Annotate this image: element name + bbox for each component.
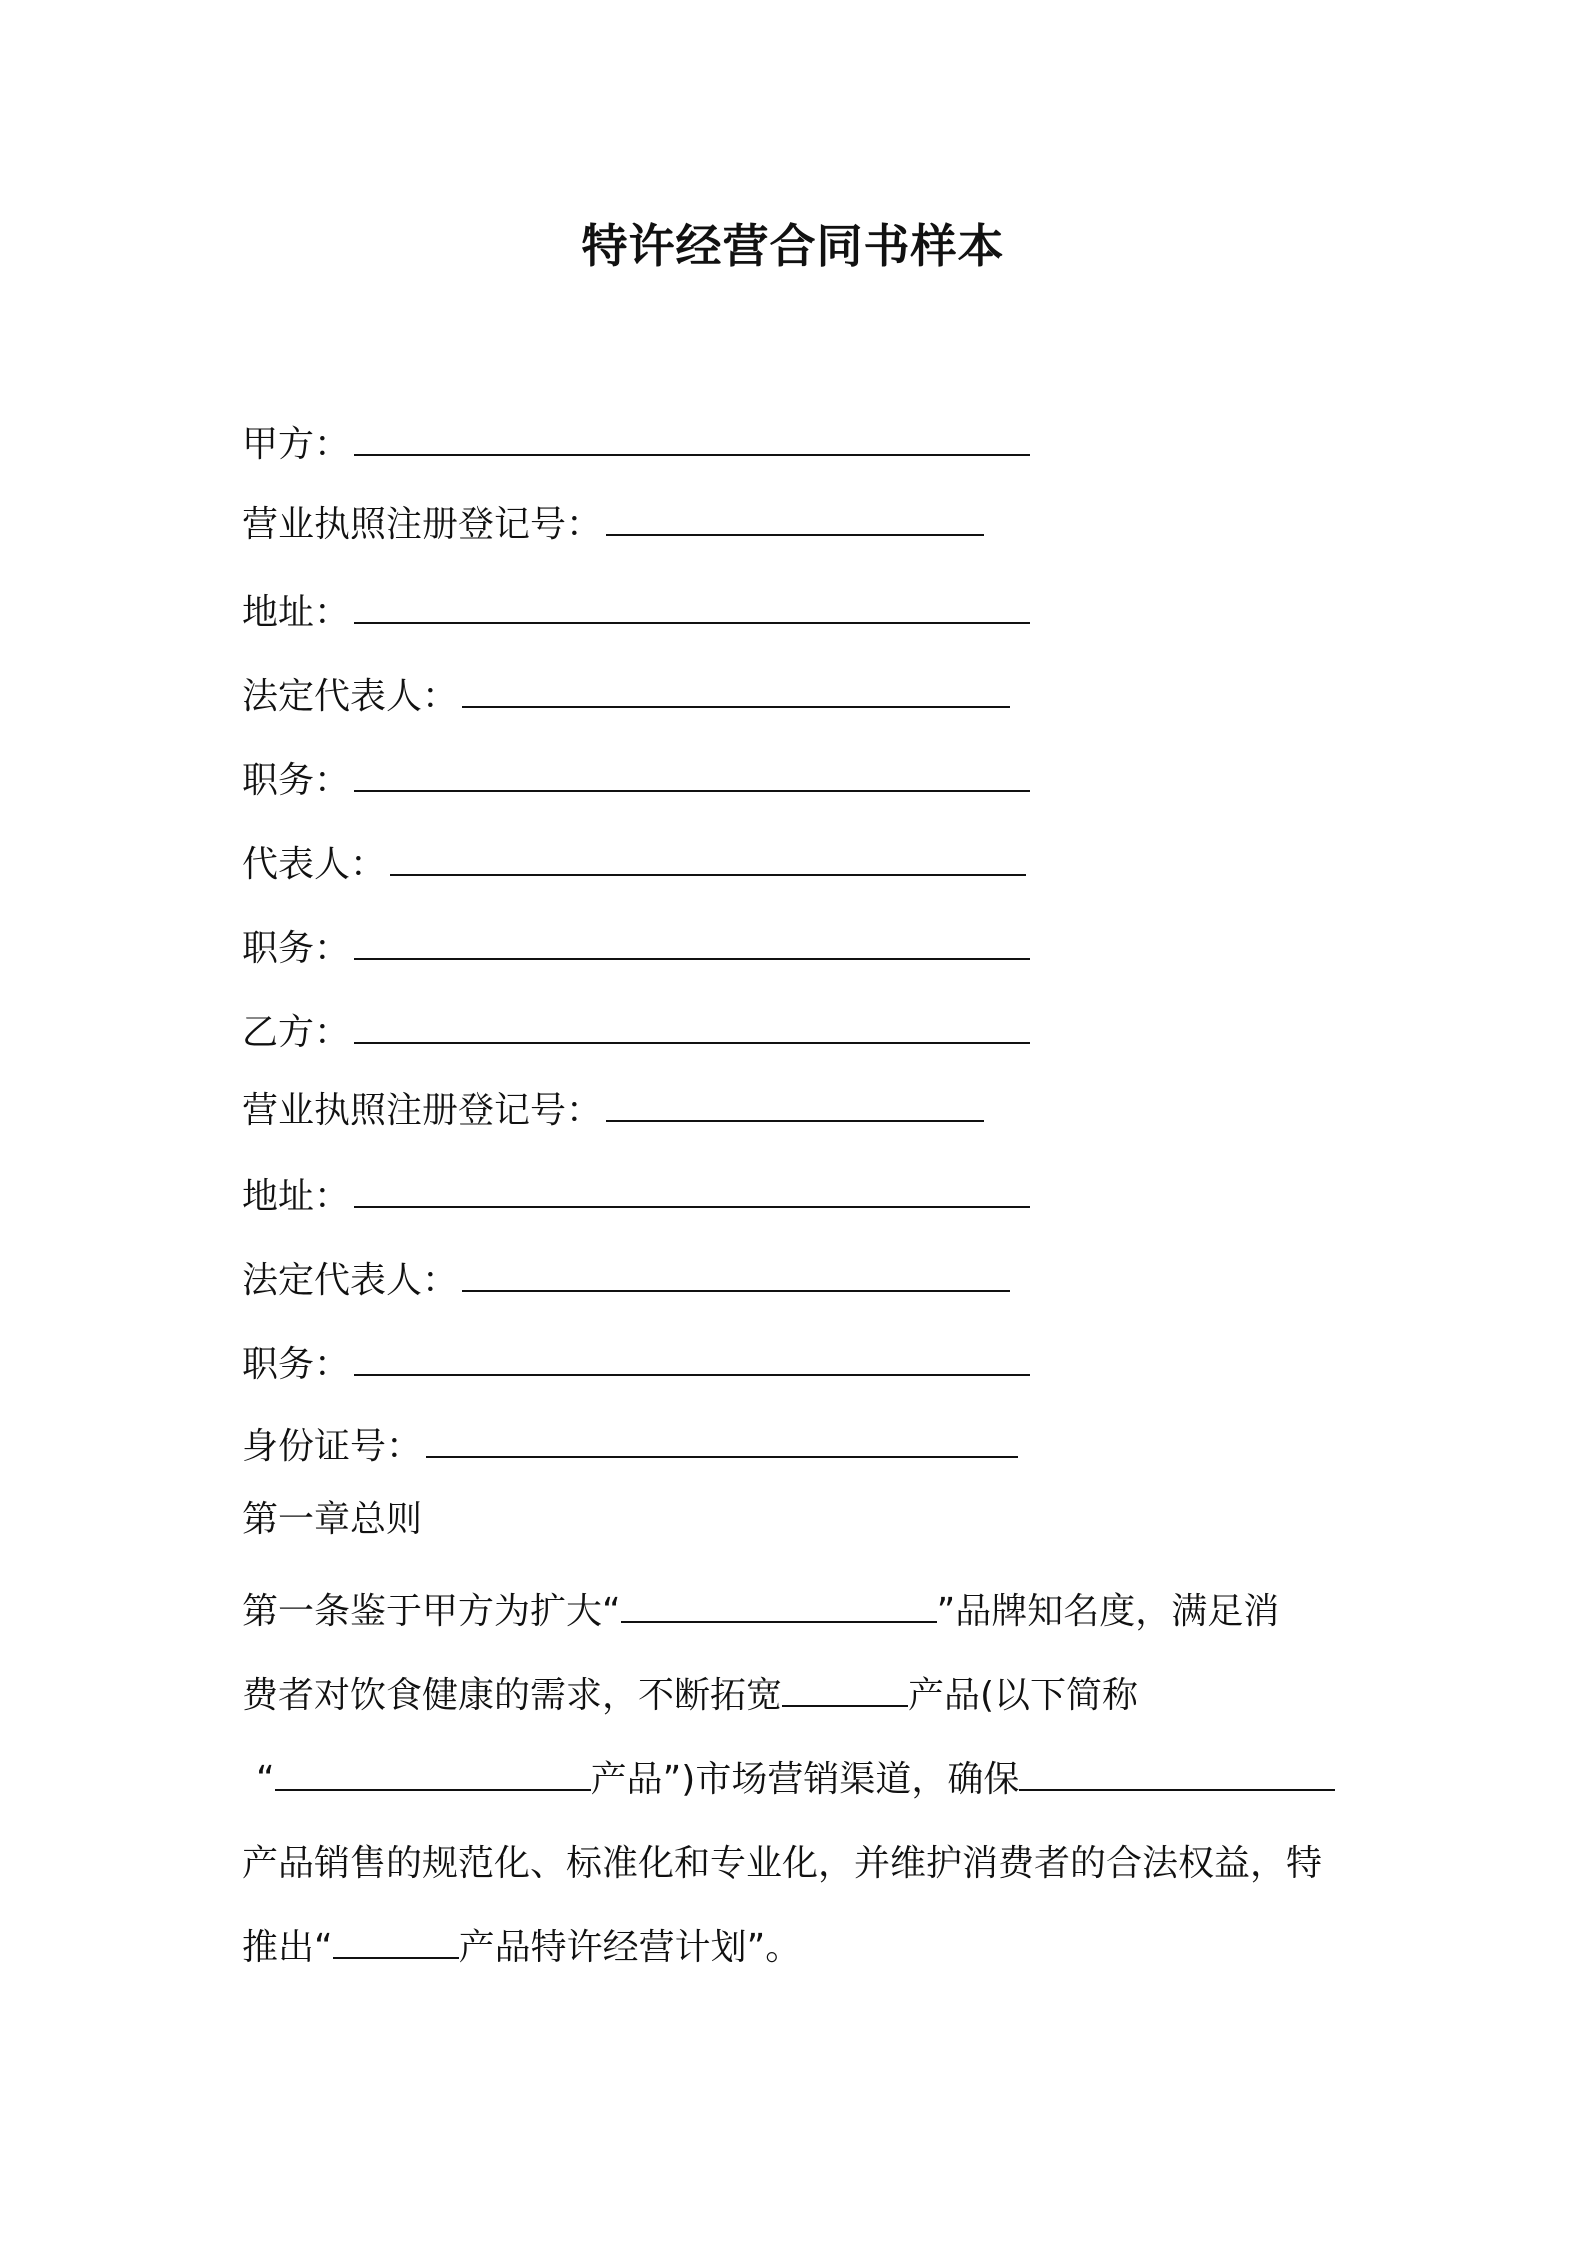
article-one-text: 产品”)市场营销渠道，确保 [590,1759,1020,1800]
article-one-line-2 [242,1672,1138,1720]
party-a-name-row [242,420,1030,469]
article-one-text: ”品牌知名度，满足消 [936,1591,1280,1632]
party-a-position-row [242,756,1030,805]
page-title: 特许经营合同书样本 [581,219,1005,273]
party-a-license-label: 营业执照注册登记号： [242,504,603,545]
party-b-id-row [242,1422,1018,1471]
article-one-text: 推出“ [242,1927,333,1968]
party-b-license-row [242,1086,984,1135]
product-blank-3[interactable] [1019,1757,1335,1791]
party-b-license-label: 营业执照注册登记号： [242,1090,603,1131]
article-one-line-5 [242,1924,801,1972]
party-a-representative-input[interactable] [390,840,1026,876]
party-a-address-label: 地址： [242,592,351,633]
party-b-position-input[interactable] [354,1340,1030,1376]
party-b-name-label: 乙方： [242,1012,351,1053]
product-blank-1[interactable] [782,1673,908,1707]
party-a-representative-row [242,840,1026,889]
party-b-legal-rep-input[interactable] [462,1256,1010,1292]
party-b-name-input[interactable] [354,1008,1030,1044]
party-b-address-input[interactable] [354,1172,1030,1208]
party-b-id-label: 身份证号： [242,1426,423,1467]
party-a-position2-label: 职务： [242,928,351,969]
party-a-legal-rep-row [242,672,1010,721]
party-b-license-input[interactable] [606,1086,984,1122]
article-one-line-4: 产品销售的规范化、标准化和专业化，并维护消费者的合法权益，特 [242,1843,1323,1884]
party-a-position-label: 职务： [242,760,351,801]
party-b-address-label: 地址： [242,1176,351,1217]
article-one-text: “ [256,1759,275,1800]
party-a-name-label: 甲方： [242,424,351,465]
article-one-line-3 [256,1756,1335,1804]
article-one-text: 费者对饮食健康的需求，不断拓宽 [242,1675,783,1716]
party-b-legal-rep-label: 法定代表人： [242,1260,459,1301]
party-a-position-input[interactable] [354,756,1030,792]
party-a-name-input[interactable] [354,420,1030,456]
product-blank-4[interactable] [333,1925,459,1959]
party-a-representative-label: 代表人： [242,844,387,885]
party-a-position2-input[interactable] [354,924,1030,960]
party-a-address-row [242,588,1030,637]
article-one-text: 产品(以下简称 [908,1675,1139,1716]
article-one-text: 第一条鉴于甲方为扩大“ [242,1591,621,1632]
party-b-address-row [242,1172,1030,1221]
party-b-legal-rep-row [242,1256,1010,1305]
product-blank-2[interactable] [275,1757,591,1791]
brand-name-blank[interactable] [621,1589,937,1623]
party-a-address-input[interactable] [354,588,1030,624]
party-a-license-input[interactable] [606,500,984,536]
article-one-line-1 [242,1588,1279,1636]
party-a-legal-rep-input[interactable] [462,672,1010,708]
article-one-text: 产品特许经营计划”。 [458,1927,802,1968]
party-a-legal-rep-label: 法定代表人： [242,676,459,717]
party-a-position2-row [242,924,1030,973]
party-b-name-row [242,1008,1030,1057]
party-b-position-row [242,1340,1030,1389]
party-b-id-input[interactable] [426,1422,1018,1458]
party-a-license-row [242,500,984,549]
party-b-position-label: 职务： [242,1344,351,1385]
chapter-heading: 第一章总则 [242,1499,423,1540]
